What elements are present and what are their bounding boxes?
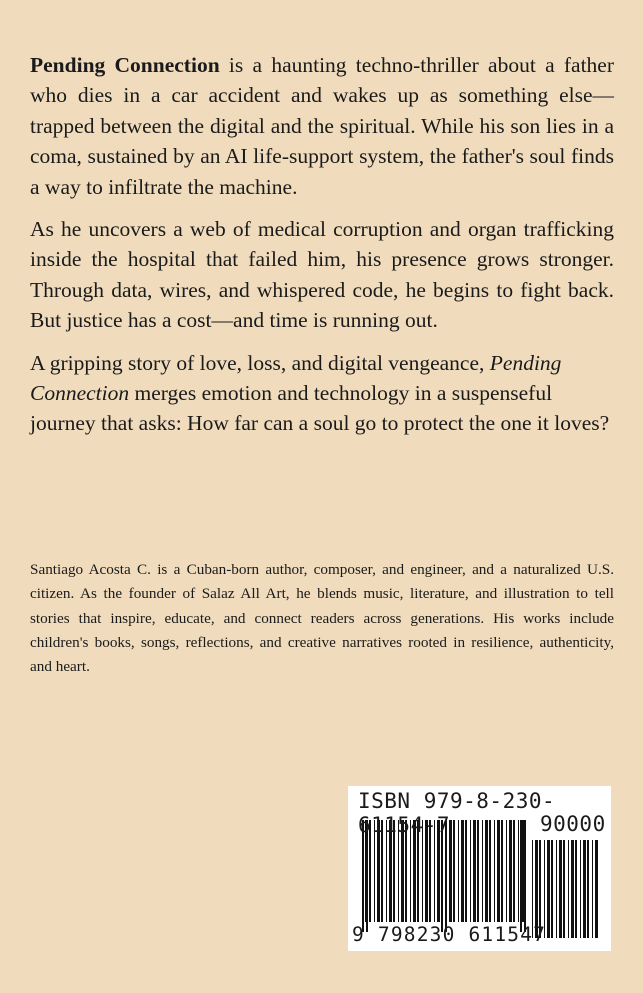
barcode-bar <box>563 840 565 938</box>
blurb-paragraph-3-tail: merges emotion and technology in a suspenseful journey that asks: How far can a soul go to protect the one it loves? <box>30 381 610 436</box>
blurb <box>30 50 614 451</box>
barcode-digits: 9 798230 611547 <box>352 923 547 946</box>
blurb-paragraph-1-text: is a haunting techno-thriller about a father who dies in a car accident and wakes up as something else—trapped between the digital and the spiritual. While his son lies in a coma, sustained by an AI life-support system, the father's soul finds a way to infiltrate the machine. <box>30 53 614 199</box>
isbn-label: ISBN 979-8-230-61154-7 <box>358 789 556 837</box>
barcode-bar <box>592 840 593 938</box>
blurb-paragraph-2: As he uncovers a web of medical corruption and organ trafficking inside the hospital that failed him, his presence grows stronger. Through data, wires, and whispered code, he begins to fight back. But justice has a cost—and time is running out. <box>30 217 614 333</box>
isbn-barcode <box>348 786 611 951</box>
addon-number: 90000 <box>540 812 606 836</box>
blurb-paragraph-1 <box>30 50 614 202</box>
blurb-paragraph-3-lead: A gripping story of love, loss, and digital vengeance, <box>30 350 490 375</box>
barcode-bar <box>556 840 557 938</box>
barcode-bar <box>583 840 586 938</box>
barcode-bar <box>580 840 581 938</box>
barcode-bar <box>547 840 550 938</box>
book-title-italic: Pending Connection <box>30 350 562 406</box>
barcode-bar <box>571 840 574 938</box>
barcode-bar <box>575 840 577 938</box>
blurb-paragraph-3 <box>30 348 614 439</box>
barcode-bar <box>559 840 562 938</box>
book-title: Pending Connection <box>30 53 220 77</box>
barcode-bar <box>568 840 569 938</box>
barcode-bar <box>595 840 598 938</box>
barcode-bar <box>551 840 553 938</box>
barcode-bar <box>587 840 589 938</box>
author-bio: Santiago Acosta C. is a Cuban-born author, composer, and engineer, and a naturalized U.S. citizen. As the founder of Salaz All Art, he blends music, literature, and illustration to tell stories that inspire, educate, and connect readers across generations. His works include children's books, songs, reflections, and creative narratives rooted in resilience, authenticity, and heart. <box>30 561 614 675</box>
